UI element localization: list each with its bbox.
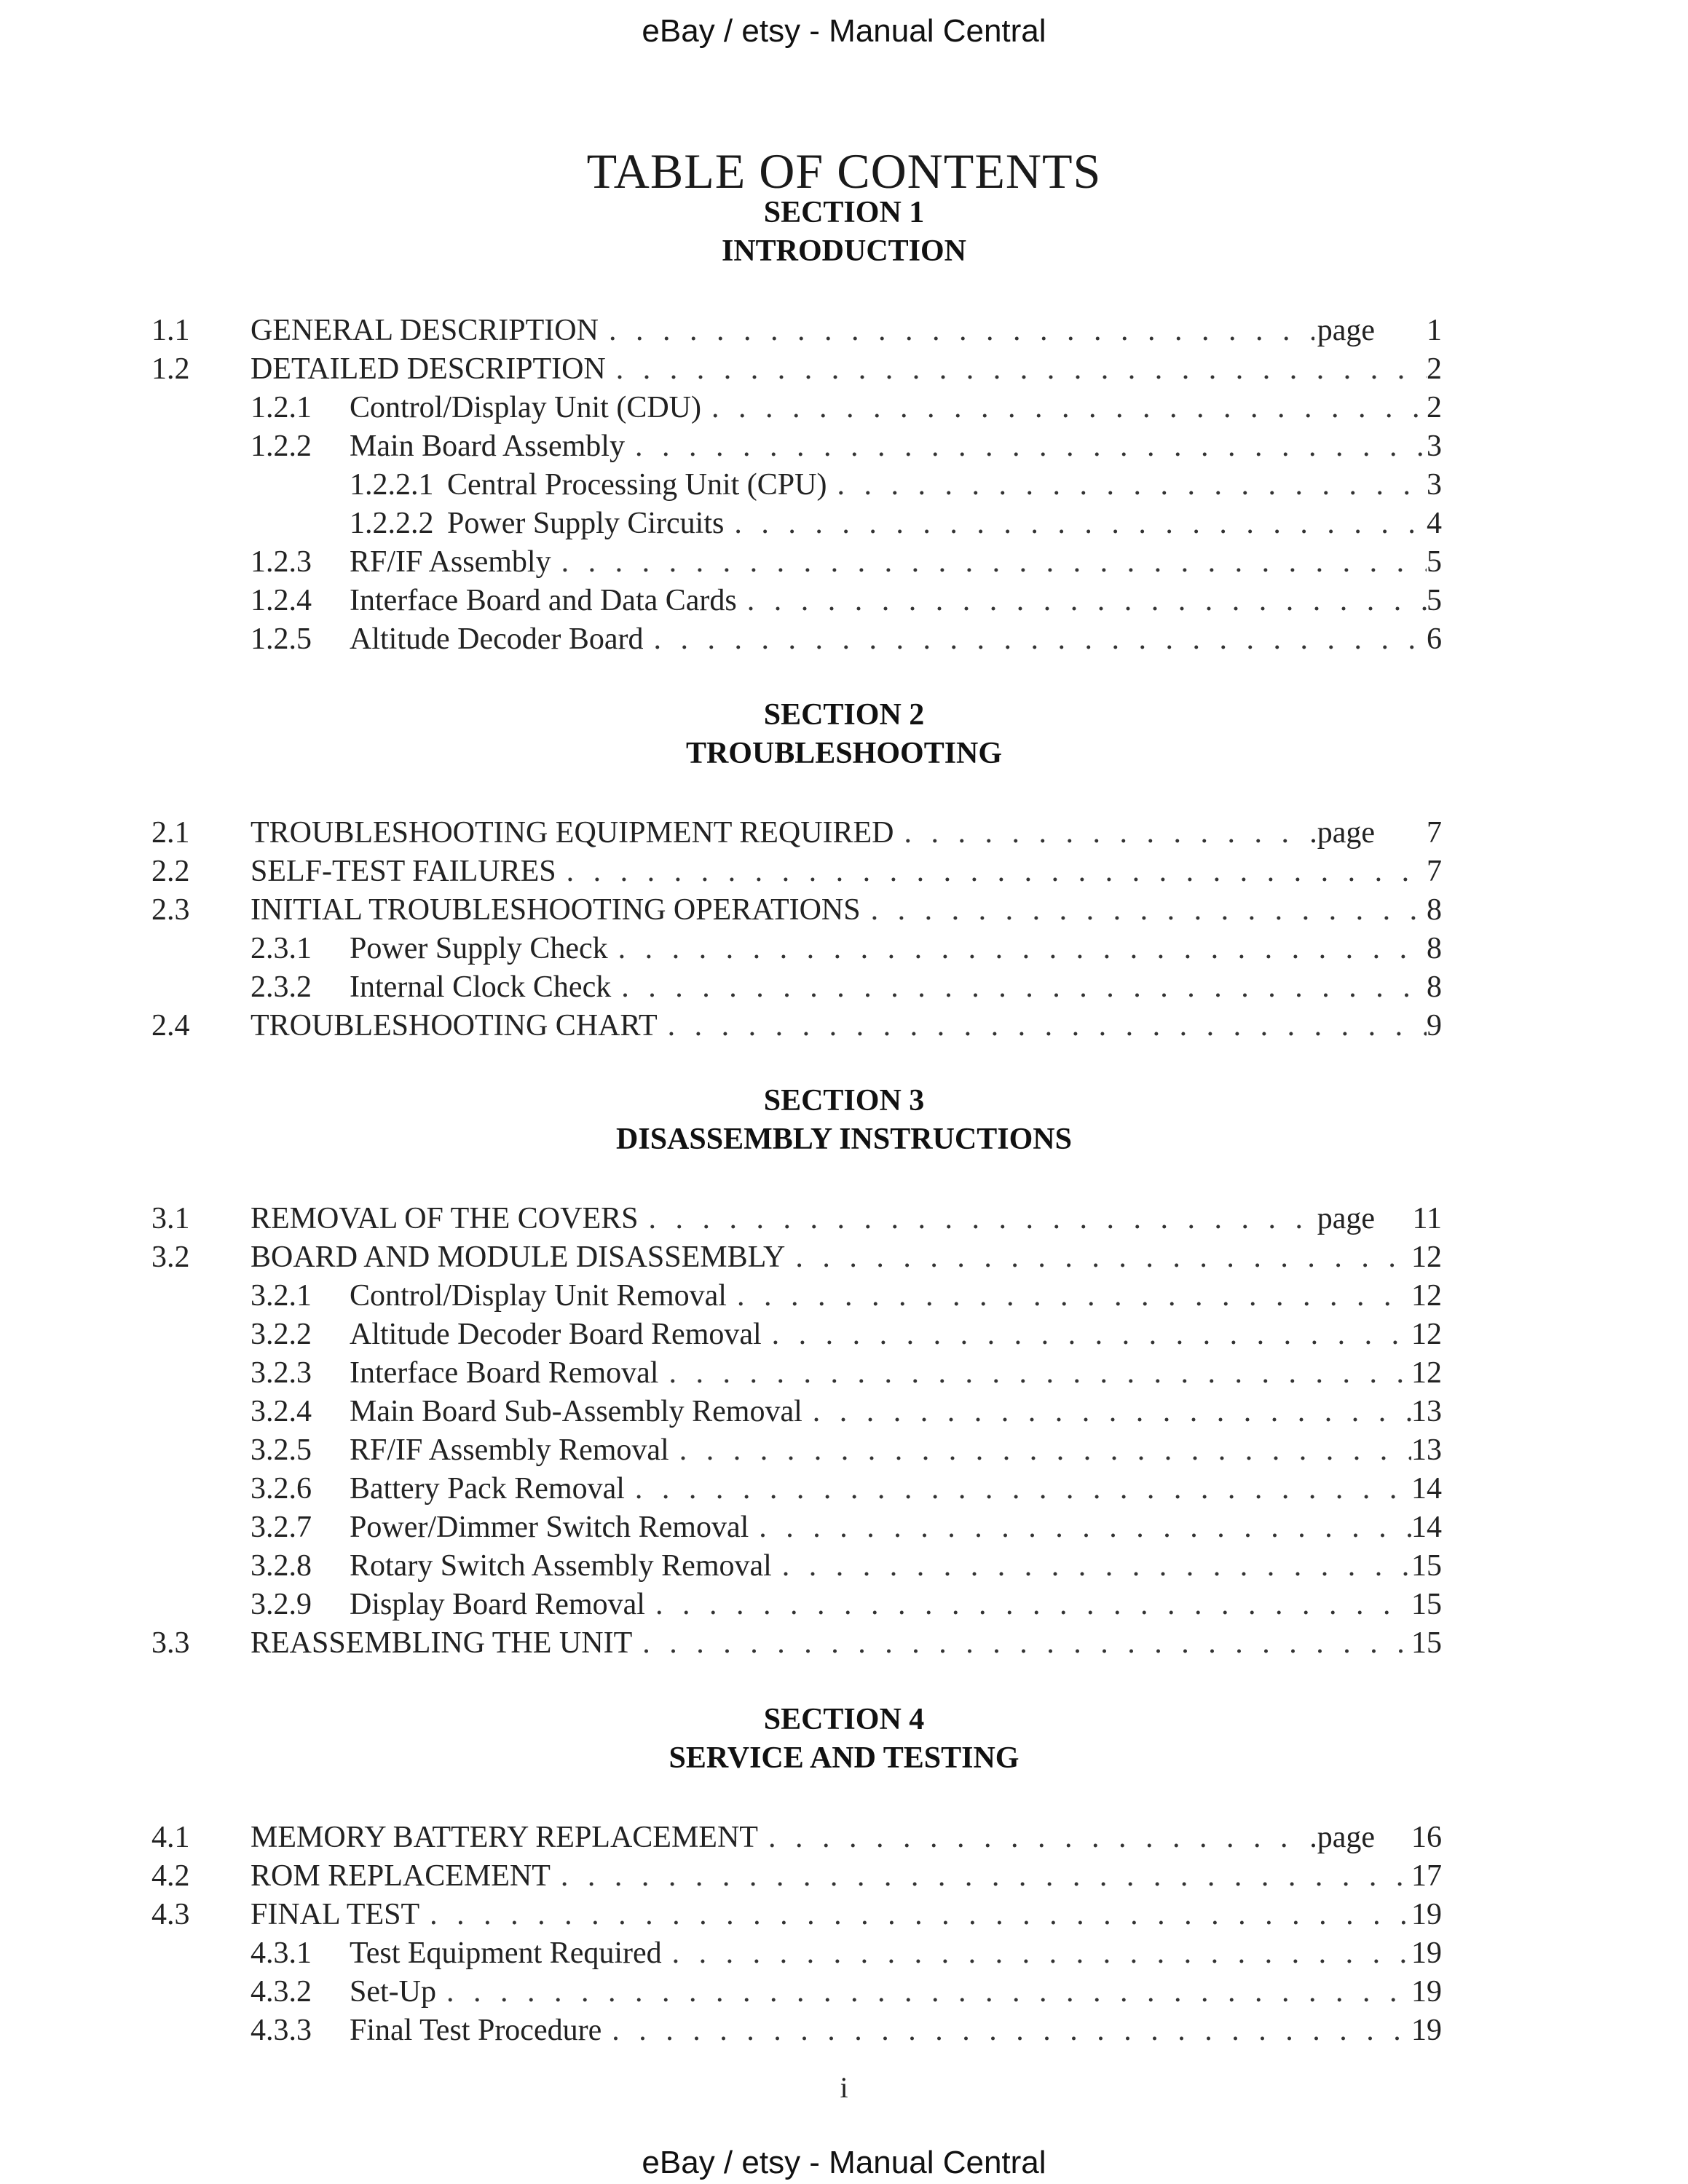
entry-number: 3.2.7 bbox=[251, 1511, 312, 1544]
entry-title: GENERAL DESCRIPTION bbox=[251, 312, 609, 350]
toc-entry bbox=[251, 1586, 1442, 1624]
entry-page-number: 19 bbox=[1411, 1898, 1442, 1931]
entry-page-number: 5 bbox=[1427, 545, 1442, 579]
dot-leader bbox=[642, 1624, 1411, 1663]
section-heading bbox=[0, 194, 1688, 271]
entry-page-number: 19 bbox=[1411, 2014, 1442, 2047]
entry-page-number: 11 bbox=[1412, 1202, 1442, 1235]
entry-page-number: 19 bbox=[1411, 1936, 1442, 1970]
section-label: SECTION 4 bbox=[763, 1703, 925, 1736]
entry-page-number: 8 bbox=[1427, 970, 1442, 1004]
toc-entry bbox=[251, 389, 1442, 427]
entry-page-number: 19 bbox=[1411, 1975, 1442, 2009]
toc-entry bbox=[251, 620, 1442, 659]
dot-leader bbox=[635, 427, 1427, 466]
entry-number: 1.1 bbox=[151, 314, 190, 347]
entry-title: Test Equipment Required bbox=[350, 1934, 672, 1973]
toc-entry bbox=[251, 1508, 1442, 1547]
toc-entry bbox=[251, 1315, 1442, 1354]
entry-title: Control/Display Unit Removal bbox=[350, 1277, 737, 1315]
entry-title: ROM REPLACEMENT bbox=[251, 1857, 561, 1896]
entry-number: 1.2.5 bbox=[251, 622, 312, 656]
toc-entry bbox=[350, 505, 1442, 543]
entry-page-number: 15 bbox=[1411, 1626, 1442, 1660]
entry-title: Power/Dimmer Switch Removal bbox=[350, 1508, 759, 1547]
entry-page-number: 2 bbox=[1427, 391, 1442, 424]
section-name: DISASSEMBLY INSTRUCTIONS bbox=[616, 1123, 1072, 1156]
entry-number: 2.3 bbox=[151, 893, 190, 927]
entry-number: 3.2.5 bbox=[251, 1433, 312, 1467]
entry-number: 3.2.3 bbox=[251, 1356, 312, 1390]
page-title: TABLE OF CONTENTS bbox=[586, 143, 1102, 199]
entry-number: 3.2 bbox=[151, 1241, 190, 1274]
entry-number: 2.4 bbox=[151, 1009, 190, 1042]
dot-leader bbox=[711, 389, 1427, 427]
dot-leader bbox=[679, 1431, 1411, 1470]
entry-number: 1.2.4 bbox=[251, 584, 312, 617]
entry-title: Central Processing Unit (CPU) bbox=[447, 466, 837, 505]
dot-leader bbox=[612, 2011, 1411, 2050]
toc-entry bbox=[151, 814, 1442, 852]
dot-leader bbox=[561, 1857, 1411, 1896]
entry-number: 2.2 bbox=[151, 855, 190, 888]
toc-entry bbox=[350, 466, 1442, 505]
entry-title: Altitude Decoder Board bbox=[350, 620, 654, 659]
section-name: TROUBLESHOOTING bbox=[685, 737, 1003, 770]
entry-number: 3.2.8 bbox=[251, 1549, 312, 1583]
entry-title: Battery Pack Removal bbox=[350, 1470, 635, 1508]
entry-page-number: 13 bbox=[1411, 1395, 1442, 1428]
entry-page-number: 5 bbox=[1427, 584, 1442, 617]
toc-entry bbox=[151, 1896, 1442, 1934]
toc-entry bbox=[151, 350, 1442, 389]
entry-title: SELF-TEST FAILURES bbox=[251, 852, 567, 891]
entry-title: DETAILED DESCRIPTION bbox=[251, 350, 616, 389]
dot-leader bbox=[813, 1393, 1411, 1431]
entry-number: 4.3.2 bbox=[251, 1975, 312, 2009]
entry-page-number: 12 bbox=[1411, 1318, 1442, 1351]
page-label: page bbox=[1317, 314, 1375, 347]
entry-page-number: 7 bbox=[1427, 855, 1442, 888]
toc-entry bbox=[151, 891, 1442, 930]
section-name: SERVICE AND TESTING bbox=[669, 1741, 1019, 1775]
entry-title: Final Test Procedure bbox=[350, 2011, 612, 2050]
section-heading bbox=[0, 1701, 1688, 1778]
entry-title: TROUBLESHOOTING CHART bbox=[251, 1007, 668, 1045]
entry-title: Power Supply Circuits bbox=[447, 505, 734, 543]
entry-page-number: 8 bbox=[1427, 932, 1442, 965]
toc-entry bbox=[151, 1624, 1442, 1663]
toc-entry bbox=[151, 852, 1442, 891]
entry-title: BOARD AND MODULE DISASSEMBLY bbox=[251, 1238, 795, 1277]
section-label: SECTION 3 bbox=[763, 1084, 925, 1117]
page-label: .page bbox=[1309, 816, 1375, 850]
toc-entry bbox=[151, 1007, 1442, 1045]
section-heading bbox=[0, 696, 1688, 773]
entry-title: MEMORY BATTERY REPLACEMENT bbox=[251, 1819, 768, 1857]
toc-entry bbox=[251, 1547, 1442, 1586]
dot-leader bbox=[609, 312, 1314, 350]
entry-page-number: 13 bbox=[1411, 1433, 1442, 1467]
entry-page-number: 2 bbox=[1427, 352, 1442, 386]
page-label: page bbox=[1317, 1202, 1375, 1235]
entry-page-number: 12 bbox=[1411, 1356, 1442, 1390]
toc-entry bbox=[251, 968, 1442, 1007]
entry-page-number: 3 bbox=[1427, 468, 1442, 502]
dot-leader bbox=[737, 1277, 1411, 1315]
entry-title: REASSEMBLING THE UNIT bbox=[251, 1624, 642, 1663]
entry-number: 1.2.3 bbox=[251, 545, 312, 579]
toc-entry bbox=[151, 1238, 1442, 1277]
entry-page-number: 1 bbox=[1427, 314, 1442, 347]
entry-number: 1.2 bbox=[151, 352, 190, 386]
entry-number: 1.2.2 bbox=[251, 430, 312, 463]
dot-leader bbox=[768, 1819, 1306, 1857]
entry-page-number: 9 bbox=[1427, 1009, 1442, 1042]
entry-number: 2.3.2 bbox=[251, 970, 312, 1004]
toc-entry bbox=[151, 312, 1442, 350]
entry-title: Main Board Assembly bbox=[350, 427, 635, 466]
dot-leader bbox=[759, 1508, 1411, 1547]
toc-entry bbox=[251, 1470, 1442, 1508]
entry-number: 3.3 bbox=[151, 1626, 190, 1660]
entry-title: Main Board Sub-Assembly Removal bbox=[350, 1393, 813, 1431]
dot-leader bbox=[782, 1547, 1411, 1586]
dot-leader bbox=[654, 620, 1427, 659]
toc-entry bbox=[251, 2011, 1442, 2050]
dot-leader bbox=[734, 505, 1427, 543]
entry-page-number: 12 bbox=[1411, 1241, 1442, 1274]
entry-number: 3.2.1 bbox=[251, 1279, 312, 1313]
page-number: i bbox=[840, 2071, 848, 2104]
toc-entry bbox=[251, 543, 1442, 582]
entry-number: 2.3.1 bbox=[251, 932, 312, 965]
dot-leader bbox=[621, 968, 1427, 1007]
entry-number: 4.1 bbox=[151, 1821, 190, 1854]
dot-leader bbox=[672, 1934, 1411, 1973]
dot-leader bbox=[668, 1007, 1427, 1045]
entry-number: 3.1 bbox=[151, 1202, 190, 1235]
toc-entry bbox=[151, 1857, 1442, 1896]
entry-title: Display Board Removal bbox=[350, 1586, 655, 1624]
entry-number: 2.1 bbox=[151, 816, 190, 850]
toc-entry bbox=[151, 1200, 1442, 1238]
dot-leader bbox=[635, 1470, 1411, 1508]
section-label: SECTION 1 bbox=[763, 196, 925, 229]
entry-title: Internal Clock Check bbox=[350, 968, 621, 1007]
toc-entry bbox=[251, 930, 1442, 968]
section-heading bbox=[0, 1082, 1688, 1159]
entry-title: FINAL TEST bbox=[251, 1896, 430, 1934]
dot-leader bbox=[430, 1896, 1411, 1934]
toc-entry bbox=[251, 1934, 1442, 1973]
entry-number: 1.2.2.2 bbox=[350, 507, 434, 540]
page-label: .page bbox=[1309, 1821, 1375, 1854]
entry-page-number: 16 bbox=[1411, 1821, 1442, 1854]
dot-leader bbox=[669, 1354, 1411, 1393]
entry-title: Rotary Switch Assembly Removal bbox=[350, 1547, 782, 1586]
entry-title: Altitude Decoder Board Removal bbox=[350, 1315, 772, 1354]
entry-page-number: 8 bbox=[1427, 893, 1442, 927]
toc-entry bbox=[251, 427, 1442, 466]
dot-leader bbox=[561, 543, 1427, 582]
dot-leader bbox=[446, 1973, 1411, 2011]
dot-leader bbox=[747, 582, 1427, 620]
entry-page-number: 15 bbox=[1411, 1588, 1442, 1621]
dot-leader bbox=[648, 1200, 1314, 1238]
footer-watermark: eBay / etsy - Manual Central bbox=[642, 2145, 1046, 2180]
entry-page-number: 7 bbox=[1427, 816, 1442, 850]
entry-page-number: 12 bbox=[1411, 1279, 1442, 1313]
toc-entry bbox=[151, 1819, 1442, 1857]
section-label: SECTION 2 bbox=[763, 698, 925, 732]
entry-number: 3.2.2 bbox=[251, 1318, 312, 1351]
dot-leader bbox=[616, 350, 1427, 389]
entry-page-number: 14 bbox=[1411, 1511, 1442, 1544]
toc-entry bbox=[251, 1354, 1442, 1393]
entry-number: 3.2.6 bbox=[251, 1472, 312, 1506]
entry-number: 3.2.4 bbox=[251, 1395, 312, 1428]
entry-title: INITIAL TROUBLESHOOTING OPERATIONS bbox=[251, 891, 871, 930]
entry-page-number: 3 bbox=[1427, 430, 1442, 463]
dot-leader bbox=[871, 891, 1427, 930]
dot-leader bbox=[772, 1315, 1411, 1354]
dot-leader bbox=[837, 466, 1427, 505]
entry-page-number: 14 bbox=[1411, 1472, 1442, 1506]
toc-entry bbox=[251, 1277, 1442, 1315]
entry-title: Set-Up bbox=[350, 1973, 446, 2011]
entry-page-number: 4 bbox=[1427, 507, 1442, 540]
dot-leader bbox=[567, 852, 1427, 891]
toc-entry bbox=[251, 1393, 1442, 1431]
entry-number: 3.2.9 bbox=[251, 1588, 312, 1621]
dot-leader bbox=[618, 930, 1427, 968]
entry-page-number: 17 bbox=[1411, 1859, 1442, 1893]
entry-number: 4.3 bbox=[151, 1898, 190, 1931]
entry-number: 1.2.1 bbox=[251, 391, 312, 424]
section-name: INTRODUCTION bbox=[721, 234, 967, 268]
entry-number: 1.2.2.1 bbox=[350, 468, 434, 502]
header-watermark: eBay / etsy - Manual Central bbox=[642, 13, 1046, 49]
toc-entry bbox=[251, 1431, 1442, 1470]
toc-entry bbox=[251, 582, 1442, 620]
entry-title: RF/IF Assembly Removal bbox=[350, 1431, 679, 1470]
entry-title: Power Supply Check bbox=[350, 930, 618, 968]
entry-page-number: 6 bbox=[1427, 622, 1442, 656]
toc-entry bbox=[251, 1973, 1442, 2011]
entry-title: TROUBLESHOOTING EQUIPMENT REQUIRED bbox=[251, 814, 904, 852]
entry-title: REMOVAL OF THE COVERS bbox=[251, 1200, 648, 1238]
entry-title: Interface Board Removal bbox=[350, 1354, 669, 1393]
entry-number: 4.2 bbox=[151, 1859, 190, 1893]
dot-leader bbox=[795, 1238, 1411, 1277]
entry-number: 4.3.1 bbox=[251, 1936, 312, 1970]
dot-leader bbox=[655, 1586, 1411, 1624]
entry-title: Control/Display Unit (CDU) bbox=[350, 389, 711, 427]
dot-leader bbox=[904, 814, 1307, 852]
entry-number: 4.3.3 bbox=[251, 2014, 312, 2047]
entry-page-number: 15 bbox=[1411, 1549, 1442, 1583]
entry-title: Interface Board and Data Cards bbox=[350, 582, 747, 620]
entry-title: RF/IF Assembly bbox=[350, 543, 561, 582]
